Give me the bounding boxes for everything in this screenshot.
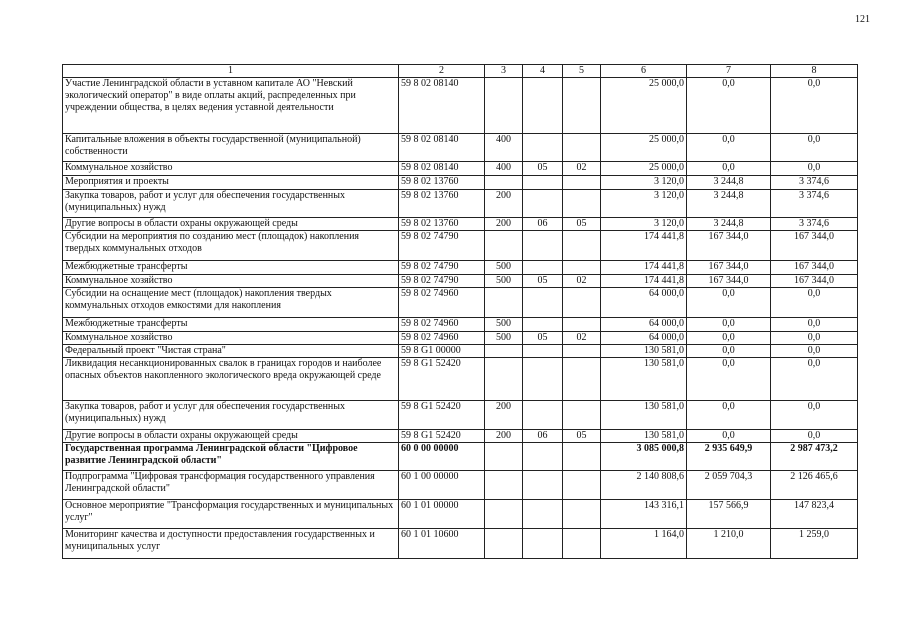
- row-section-cell: [523, 401, 563, 430]
- row-subsection-cell: [563, 261, 601, 275]
- row-code-cell: 59 8 02 74790: [399, 275, 485, 288]
- column-header: 1: [63, 65, 399, 78]
- row-name-cell: Подпрограмма "Цифровая трансформация государственного управления Ленинградской области": [63, 471, 399, 500]
- table-row: [63, 231, 858, 261]
- row-name-cell: Закупка товаров, работ и услуг для обеспечения государственных (муниципальных) нужд: [63, 190, 399, 218]
- table-row: [63, 358, 858, 401]
- row-amount-col7-cell: 0,0: [687, 345, 771, 358]
- row-amount-col7-cell: 0,0: [687, 288, 771, 318]
- row-code-cell: 59 8 02 74790: [399, 231, 485, 261]
- row-code-cell: 59 8 02 74960: [399, 332, 485, 345]
- table-row: [63, 345, 858, 358]
- row-amount-col6-cell: 3 120,0: [601, 218, 687, 231]
- row-expense-type-cell: 200: [485, 401, 523, 430]
- row-amount-col7-cell: 3 244,8: [687, 218, 771, 231]
- row-expense-type-cell: [485, 231, 523, 261]
- table-row: [63, 275, 858, 288]
- row-expense-type-cell: [485, 500, 523, 529]
- row-expense-type-cell: [485, 345, 523, 358]
- row-section-cell: 05: [523, 332, 563, 345]
- row-subsection-cell: 02: [563, 275, 601, 288]
- row-expense-type-cell: [485, 443, 523, 471]
- row-subsection-cell: [563, 358, 601, 401]
- row-amount-col7-cell: 0,0: [687, 162, 771, 176]
- row-amount-col6-cell: 25 000,0: [601, 162, 687, 176]
- row-amount-col6-cell: 64 000,0: [601, 332, 687, 345]
- row-subsection-cell: [563, 231, 601, 261]
- column-header: 3: [485, 65, 523, 78]
- table-row: [63, 78, 858, 134]
- row-code-cell: 60 0 00 00000: [399, 443, 485, 471]
- table-row: [63, 162, 858, 176]
- row-amount-col7-cell: 167 344,0: [687, 275, 771, 288]
- table-header-row: [63, 65, 858, 78]
- row-amount-col6-cell: 3 120,0: [601, 190, 687, 218]
- row-name-cell: Коммунальное хозяйство: [63, 162, 399, 176]
- row-amount-col7-cell: 0,0: [687, 134, 771, 162]
- row-section-cell: [523, 231, 563, 261]
- row-amount-col6-cell: 25 000,0: [601, 134, 687, 162]
- row-code-cell: 60 1 01 00000: [399, 500, 485, 529]
- row-code-cell: 59 8 02 74960: [399, 318, 485, 332]
- row-amount-col6-cell: 174 441,8: [601, 261, 687, 275]
- row-expense-type-cell: 400: [485, 134, 523, 162]
- row-expense-type-cell: [485, 529, 523, 559]
- row-subsection-cell: [563, 78, 601, 134]
- row-amount-col8-cell: 147 823,4: [771, 500, 858, 529]
- row-amount-col8-cell: 167 344,0: [771, 261, 858, 275]
- row-name-cell: Федеральный проект "Чистая страна": [63, 345, 399, 358]
- row-expense-type-cell: 200: [485, 430, 523, 443]
- table-row: [63, 471, 858, 500]
- row-amount-col6-cell: 130 581,0: [601, 345, 687, 358]
- row-name-cell: Государственная программа Ленинградской области "Цифровое развитие Ленинградской области": [63, 443, 399, 471]
- row-section-cell: [523, 134, 563, 162]
- row-code-cell: 59 8 02 08140: [399, 162, 485, 176]
- row-amount-col8-cell: 0,0: [771, 401, 858, 430]
- row-amount-col8-cell: 167 344,0: [771, 231, 858, 261]
- row-name-cell: Капитальные вложения в объекты государственной (муниципальной) собственности: [63, 134, 399, 162]
- row-name-cell: Другие вопросы в области охраны окружающей среды: [63, 218, 399, 231]
- row-amount-col8-cell: 2 987 473,2: [771, 443, 858, 471]
- row-amount-col6-cell: 64 000,0: [601, 288, 687, 318]
- row-amount-col6-cell: 143 316,1: [601, 500, 687, 529]
- row-amount-col6-cell: 130 581,0: [601, 358, 687, 401]
- row-expense-type-cell: [485, 358, 523, 401]
- row-section-cell: [523, 471, 563, 500]
- row-subsection-cell: [563, 471, 601, 500]
- row-name-cell: Коммунальное хозяйство: [63, 275, 399, 288]
- row-amount-col8-cell: 1 259,0: [771, 529, 858, 559]
- row-expense-type-cell: 200: [485, 190, 523, 218]
- row-subsection-cell: [563, 345, 601, 358]
- row-subsection-cell: [563, 318, 601, 332]
- row-amount-col7-cell: 2 059 704,3: [687, 471, 771, 500]
- row-amount-col7-cell: 1 210,0: [687, 529, 771, 559]
- row-subsection-cell: [563, 443, 601, 471]
- row-subsection-cell: 02: [563, 332, 601, 345]
- row-amount-col7-cell: 0,0: [687, 430, 771, 443]
- row-section-cell: [523, 318, 563, 332]
- column-header: 8: [771, 65, 858, 78]
- row-expense-type-cell: [485, 78, 523, 134]
- row-amount-col8-cell: 0,0: [771, 318, 858, 332]
- row-subsection-cell: [563, 134, 601, 162]
- row-code-cell: 59 8 G1 52420: [399, 401, 485, 430]
- row-subsection-cell: [563, 190, 601, 218]
- table-body: [63, 78, 858, 559]
- row-name-cell: Межбюджетные трансферты: [63, 261, 399, 275]
- row-section-cell: [523, 190, 563, 218]
- column-header: 6: [601, 65, 687, 78]
- row-amount-col8-cell: 167 344,0: [771, 275, 858, 288]
- row-code-cell: 59 8 02 13760: [399, 218, 485, 231]
- row-section-cell: [523, 443, 563, 471]
- row-amount-col8-cell: 2 126 465,6: [771, 471, 858, 500]
- row-name-cell: Закупка товаров, работ и услуг для обеспечения государственных (муниципальных) нужд: [63, 401, 399, 430]
- row-subsection-cell: [563, 529, 601, 559]
- row-section-cell: [523, 358, 563, 401]
- table-row: [63, 176, 858, 190]
- row-amount-col7-cell: 167 344,0: [687, 261, 771, 275]
- row-amount-col7-cell: 2 935 649,9: [687, 443, 771, 471]
- row-code-cell: 59 8 02 08140: [399, 78, 485, 134]
- row-code-cell: 59 8 G1 52420: [399, 358, 485, 401]
- row-code-cell: 59 8 02 13760: [399, 190, 485, 218]
- row-section-cell: 05: [523, 162, 563, 176]
- row-amount-col7-cell: 3 244,8: [687, 176, 771, 190]
- row-section-cell: 06: [523, 218, 563, 231]
- row-subsection-cell: 05: [563, 430, 601, 443]
- row-expense-type-cell: 500: [485, 332, 523, 345]
- row-amount-col6-cell: 25 000,0: [601, 78, 687, 134]
- row-amount-col8-cell: 0,0: [771, 288, 858, 318]
- row-expense-type-cell: 500: [485, 275, 523, 288]
- budget-table: [62, 64, 858, 559]
- row-amount-col7-cell: 0,0: [687, 78, 771, 134]
- column-header: 5: [563, 65, 601, 78]
- column-header: 2: [399, 65, 485, 78]
- table-row: [63, 332, 858, 345]
- row-expense-type-cell: [485, 288, 523, 318]
- row-expense-type-cell: 500: [485, 261, 523, 275]
- table-row: [63, 430, 858, 443]
- row-amount-col8-cell: 3 374,6: [771, 190, 858, 218]
- row-code-cell: 60 1 00 00000: [399, 471, 485, 500]
- row-amount-col6-cell: 174 441,8: [601, 231, 687, 261]
- row-amount-col8-cell: 0,0: [771, 134, 858, 162]
- row-section-cell: [523, 529, 563, 559]
- row-amount-col8-cell: 0,0: [771, 332, 858, 345]
- row-amount-col6-cell: 1 164,0: [601, 529, 687, 559]
- row-amount-col7-cell: 167 344,0: [687, 231, 771, 261]
- column-header: 7: [687, 65, 771, 78]
- row-code-cell: 59 8 02 74790: [399, 261, 485, 275]
- row-section-cell: 05: [523, 275, 563, 288]
- row-amount-col8-cell: 0,0: [771, 78, 858, 134]
- row-amount-col7-cell: 0,0: [687, 318, 771, 332]
- row-section-cell: [523, 78, 563, 134]
- row-amount-col7-cell: 3 244,8: [687, 190, 771, 218]
- row-amount-col7-cell: 0,0: [687, 358, 771, 401]
- page-number: 121: [855, 14, 870, 25]
- row-code-cell: 59 8 02 08140: [399, 134, 485, 162]
- row-code-cell: 59 8 G1 52420: [399, 430, 485, 443]
- row-expense-type-cell: [485, 176, 523, 190]
- row-section-cell: [523, 345, 563, 358]
- table-row: [63, 190, 858, 218]
- row-amount-col8-cell: 0,0: [771, 430, 858, 443]
- table-row: [63, 401, 858, 430]
- row-subsection-cell: [563, 401, 601, 430]
- row-section-cell: [523, 288, 563, 318]
- row-section-cell: [523, 176, 563, 190]
- table-row: [63, 443, 858, 471]
- row-amount-col6-cell: 3 120,0: [601, 176, 687, 190]
- row-section-cell: [523, 261, 563, 275]
- row-name-cell: Ликвидация несанкционированных свалок в границах городов и наиболее опасных объектов накопленного экологического вреда окружающей среде: [63, 358, 399, 401]
- row-amount-col8-cell: 3 374,6: [771, 176, 858, 190]
- row-amount-col8-cell: 0,0: [771, 162, 858, 176]
- row-code-cell: 59 8 02 74960: [399, 288, 485, 318]
- row-amount-col7-cell: 157 566,9: [687, 500, 771, 529]
- row-amount-col6-cell: 64 000,0: [601, 318, 687, 332]
- row-code-cell: 59 8 02 13760: [399, 176, 485, 190]
- row-amount-col6-cell: 174 441,8: [601, 275, 687, 288]
- table-row: [63, 134, 858, 162]
- table-row: [63, 318, 858, 332]
- table-row: [63, 218, 858, 231]
- row-name-cell: Межбюджетные трансферты: [63, 318, 399, 332]
- column-header: 4: [523, 65, 563, 78]
- row-subsection-cell: 02: [563, 162, 601, 176]
- row-name-cell: Коммунальное хозяйство: [63, 332, 399, 345]
- row-code-cell: 59 8 G1 00000: [399, 345, 485, 358]
- table-row: [63, 261, 858, 275]
- row-section-cell: [523, 500, 563, 529]
- row-amount-col8-cell: 3 374,6: [771, 218, 858, 231]
- row-amount-col7-cell: 0,0: [687, 401, 771, 430]
- row-amount-col6-cell: 130 581,0: [601, 430, 687, 443]
- row-name-cell: Участие Ленинградской области в уставном капитале АО "Невский экологический оператор" в виде оплаты акций, распределенных при учреждении общества, в целях ведения уставной деятельности: [63, 78, 399, 134]
- row-name-cell: Другие вопросы в области охраны окружающей среды: [63, 430, 399, 443]
- table-row: [63, 500, 858, 529]
- row-subsection-cell: [563, 500, 601, 529]
- row-expense-type-cell: [485, 471, 523, 500]
- row-name-cell: Субсидии на оснащение мест (площадок) накопления твердых коммунальных отходов емкостями для накопления: [63, 288, 399, 318]
- row-name-cell: Мониторинг качества и доступности предоставления государственных и муниципальных услуг: [63, 529, 399, 559]
- row-expense-type-cell: 500: [485, 318, 523, 332]
- row-section-cell: 06: [523, 430, 563, 443]
- row-subsection-cell: [563, 288, 601, 318]
- row-subsection-cell: [563, 176, 601, 190]
- row-code-cell: 60 1 01 10600: [399, 529, 485, 559]
- row-amount-col6-cell: 2 140 808,6: [601, 471, 687, 500]
- row-name-cell: Основное мероприятие "Трансформация государственных и муниципальных услуг": [63, 500, 399, 529]
- row-name-cell: Субсидии на мероприятия по созданию мест (площадок) накопления твердых коммунальных отходов: [63, 231, 399, 261]
- table-row: [63, 288, 858, 318]
- row-expense-type-cell: 200: [485, 218, 523, 231]
- table-row: [63, 529, 858, 559]
- row-amount-col8-cell: 0,0: [771, 358, 858, 401]
- row-name-cell: Мероприятия и проекты: [63, 176, 399, 190]
- row-amount-col6-cell: 3 085 000,8: [601, 443, 687, 471]
- row-amount-col8-cell: 0,0: [771, 345, 858, 358]
- row-expense-type-cell: 400: [485, 162, 523, 176]
- row-subsection-cell: 05: [563, 218, 601, 231]
- row-amount-col7-cell: 0,0: [687, 332, 771, 345]
- row-amount-col6-cell: 130 581,0: [601, 401, 687, 430]
